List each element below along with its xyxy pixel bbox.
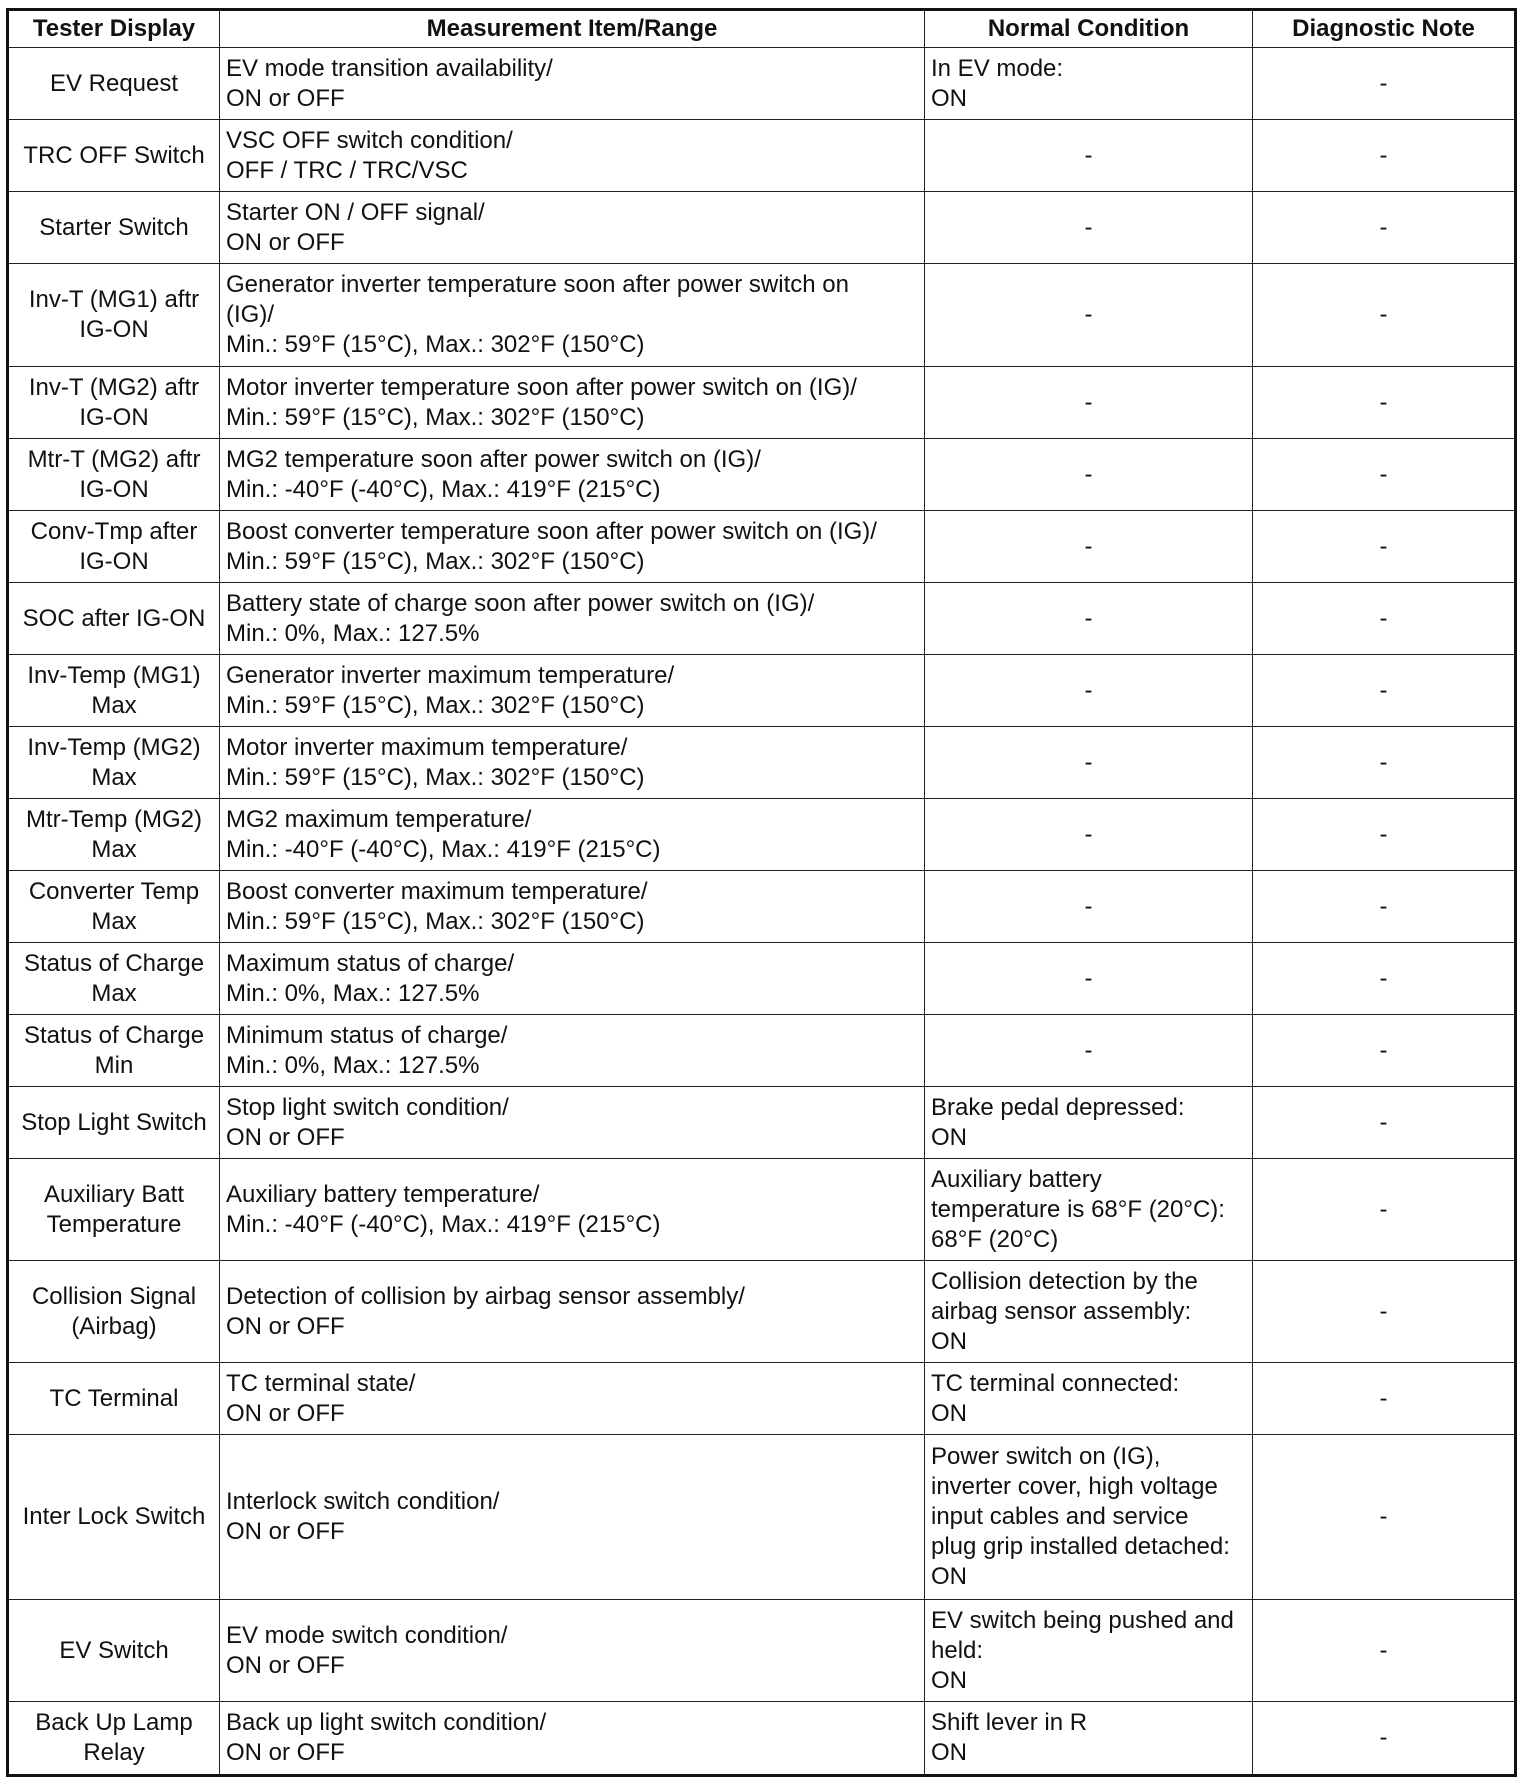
normal-condition-cell [925, 799, 1253, 871]
normal-condition-cell [925, 1600, 1253, 1702]
measurement-cell [220, 439, 925, 511]
tester-display-cell [8, 48, 220, 120]
tester-display-cell-line: Auxiliary Batt [43, 1180, 185, 1208]
diagnostic-note-cell: - [1253, 1435, 1516, 1600]
tester-display-cell [8, 1600, 220, 1702]
measurement-cell [220, 655, 925, 727]
measurement-cell [220, 48, 925, 120]
normal-condition-cell-line: airbag sensor assembly: [931, 1297, 1192, 1325]
tester-display-cell-line: Inv-Temp (MG1) [27, 661, 201, 689]
tester-display-cell-line: TC Terminal [49, 1384, 179, 1412]
table-row [8, 1600, 1516, 1702]
measurement-cell-line: Min.: -40°F (-40°C), Max.: 419°F (215°C) [226, 835, 661, 863]
tester-display-cell [8, 367, 220, 439]
tester-display-cell [8, 1087, 220, 1159]
normal-condition-cell-line: plug grip installed detached: [931, 1533, 1230, 1560]
header-diagnostic-note: Diagnostic Note [1253, 10, 1516, 48]
measurement-cell-line: Min.: 59°F (15°C), Max.: 302°F (150°C) [226, 403, 645, 431]
normal-condition-cell-line: input cables and service [931, 1503, 1189, 1530]
tester-display-cell [8, 871, 220, 943]
measurement-cell [220, 192, 925, 264]
diagnostic-note-cell: - [1253, 1261, 1516, 1363]
normal-condition-cell-line: - [1084, 748, 1093, 776]
tester-display-cell-line: IG-ON [79, 547, 149, 575]
table-row [8, 264, 1516, 367]
tester-display-cell-line: Collision Signal [31, 1282, 197, 1310]
measurement-cell-line: Generator inverter temperature soon after power switch on [226, 271, 849, 298]
normal-condition-cell [925, 48, 1253, 120]
measurement-cell [220, 1600, 925, 1702]
tester-display-cell-line: Max [91, 691, 137, 719]
measurement-cell-line: Boost converter maximum temperature/ [226, 877, 648, 905]
tester-display-cell-line: Back Up Lamp [35, 1709, 193, 1736]
normal-condition-cell-line: - [1084, 388, 1093, 416]
measurement-cell [220, 943, 925, 1015]
normal-condition-cell-line: - [1084, 964, 1093, 992]
measurement-cell-line: Motor inverter maximum temperature/ [226, 733, 628, 761]
measurement-cell-line: Min.: 59°F (15°C), Max.: 302°F (150°C) [226, 907, 645, 935]
normal-condition-cell-line: - [1084, 676, 1093, 704]
tester-display-cell-line: EV Switch [59, 1636, 169, 1664]
tester-display-cell-line: Status of Charge [23, 949, 205, 977]
measurement-cell-line: MG2 temperature soon after power switch on (IG)/ [226, 445, 761, 473]
measurement-cell [220, 1435, 925, 1600]
diagnostic-note-cell: - [1253, 583, 1516, 655]
normal-condition-cell-line: - [1084, 1036, 1093, 1064]
tester-display-cell [8, 1363, 220, 1435]
measurement-cell [220, 511, 925, 583]
normal-condition-cell [925, 1702, 1253, 1776]
measurement-cell-line: Min.: 59°F (15°C), Max.: 302°F (150°C) [226, 691, 645, 719]
normal-condition-cell-line: - [1084, 213, 1093, 241]
measurement-cell [220, 1702, 925, 1776]
normal-condition-cell [925, 583, 1253, 655]
normal-condition-cell [925, 943, 1253, 1015]
measurement-cell-line: EV mode switch condition/ [226, 1621, 508, 1649]
header-normal-condition: Normal Condition [925, 10, 1253, 48]
measurement-cell-line: ON or OFF [226, 1739, 345, 1766]
tester-display-cell [8, 799, 220, 871]
tester-display-cell-line: Inv-T (MG1) aftr [28, 286, 200, 313]
tester-display-cell-line: IG-ON [79, 475, 149, 503]
tester-display-cell-line: SOC after IG-ON [22, 604, 206, 632]
normal-condition-cell [925, 871, 1253, 943]
diagnostic-note-cell: - [1253, 48, 1516, 120]
measurement-cell [220, 264, 925, 367]
measurement-cell-line: Minimum status of charge/ [226, 1021, 508, 1049]
measurement-cell-line: Auxiliary battery temperature/ [226, 1180, 540, 1208]
measurement-cell-line: Maximum status of charge/ [226, 949, 515, 977]
measurement-cell-line: Starter ON / OFF signal/ [226, 198, 485, 226]
table-body [8, 48, 1516, 1776]
measurement-cell-line: Min.: 59°F (15°C), Max.: 302°F (150°C) [226, 547, 645, 575]
diagnostic-note-cell: - [1253, 1702, 1516, 1776]
table-row [8, 120, 1516, 192]
tester-display-cell-line: EV Request [49, 69, 179, 97]
measurement-cell-line: Min.: 59°F (15°C), Max.: 302°F (150°C) [226, 763, 645, 791]
measurement-cell-line: EV mode transition availability/ [226, 54, 553, 82]
tester-display-cell [8, 192, 220, 264]
tester-display-cell [8, 1261, 220, 1363]
tester-display-cell-line: Max [91, 979, 137, 1007]
tester-display-cell-line: Inv-T (MG2) aftr [28, 373, 200, 401]
measurement-cell [220, 1363, 925, 1435]
measurement-cell-line: Boost converter temperature soon after power switch on (IG)/ [226, 517, 877, 545]
tester-display-cell [8, 1435, 220, 1600]
tester-display-cell [8, 727, 220, 799]
normal-condition-cell [925, 655, 1253, 727]
tester-display-cell [8, 1015, 220, 1087]
diagnostic-note-cell: - [1253, 727, 1516, 799]
normal-condition-cell-line: EV switch being pushed and [931, 1606, 1234, 1634]
normal-condition-cell-line: ON [931, 1327, 967, 1355]
measurement-cell [220, 871, 925, 943]
normal-condition-cell-line: 68°F (20°C) [931, 1225, 1059, 1253]
measurement-cell-line: Min.: 0%, Max.: 127.5% [226, 1051, 480, 1079]
tester-display-cell-line: Max [91, 763, 137, 791]
measurement-cell-line: Interlock switch condition/ [226, 1488, 500, 1515]
normal-condition-cell-line: ON [931, 1399, 967, 1427]
normal-condition-cell [925, 192, 1253, 264]
measurement-cell [220, 727, 925, 799]
tester-display-cell-line: Starter Switch [39, 213, 189, 241]
table-row [8, 192, 1516, 264]
normal-condition-cell-line: ON [931, 1739, 967, 1766]
tester-display-cell-line: IG-ON [79, 403, 149, 431]
measurement-cell [220, 120, 925, 192]
tester-display-cell-line: Min [94, 1051, 134, 1079]
tester-display-cell [8, 583, 220, 655]
normal-condition-cell-line: Shift lever in R [931, 1709, 1088, 1736]
tester-display-cell-line: Max [91, 907, 137, 935]
table-row [8, 655, 1516, 727]
measurement-cell-line: (IG)/ [226, 301, 274, 328]
diagnostic-note-cell: - [1253, 264, 1516, 367]
tester-display-cell [8, 1702, 220, 1776]
normal-condition-cell [925, 1087, 1253, 1159]
measurement-cell-line: Min.: 59°F (15°C), Max.: 302°F (150°C) [226, 331, 645, 358]
table-row [8, 871, 1516, 943]
normal-condition-cell [925, 1015, 1253, 1087]
tester-display-cell-line: TRC OFF Switch [23, 141, 205, 169]
header-measurement-item-range: Measurement Item/Range [220, 10, 925, 48]
measurement-cell [220, 367, 925, 439]
measurement-cell-line: VSC OFF switch condition/ [226, 126, 513, 154]
normal-condition-cell-line: inverter cover, high voltage [931, 1473, 1218, 1500]
measurement-cell-line: Min.: -40°F (-40°C), Max.: 419°F (215°C) [226, 1210, 661, 1238]
diagnostic-note-cell: - [1253, 439, 1516, 511]
tester-display-cell-line: IG-ON [79, 316, 149, 343]
normal-condition-cell-line: Auxiliary battery [931, 1165, 1102, 1193]
normal-condition-cell-line: ON [931, 1563, 967, 1590]
table-row [8, 583, 1516, 655]
tester-display-cell [8, 439, 220, 511]
normal-condition-cell-line: ON [931, 1123, 967, 1151]
diagnostic-note-cell: - [1253, 192, 1516, 264]
tester-display-cell [8, 1159, 220, 1261]
normal-condition-cell-line: - [1084, 604, 1093, 632]
table-row [8, 1015, 1516, 1087]
measurement-cell-line: TC terminal state/ [226, 1369, 416, 1397]
diagnostic-note-cell: - [1253, 367, 1516, 439]
measurement-cell-line: ON or OFF [226, 1312, 345, 1340]
measurement-cell [220, 1261, 925, 1363]
normal-condition-cell-line: ON [931, 1666, 967, 1694]
normal-condition-cell [925, 727, 1253, 799]
table-row [8, 1261, 1516, 1363]
measurement-cell-line: Generator inverter maximum temperature/ [226, 661, 675, 689]
tester-display-cell [8, 943, 220, 1015]
tester-display-cell-line: Mtr-T (MG2) aftr [27, 445, 201, 473]
diagnostic-data-table [6, 8, 1517, 1777]
normal-condition-cell [925, 120, 1253, 192]
diagnostic-note-cell: - [1253, 120, 1516, 192]
diagnostic-note-cell: - [1253, 1015, 1516, 1087]
diagnostic-note-cell: - [1253, 799, 1516, 871]
normal-condition-cell-line: ON [931, 84, 967, 112]
header-row [8, 10, 1516, 48]
normal-condition-cell [925, 439, 1253, 511]
tester-display-cell-line: Status of Charge [23, 1021, 205, 1049]
tester-display-cell-line: Mtr-Temp (MG2) [26, 805, 202, 833]
diagnostic-note-cell: - [1253, 1159, 1516, 1261]
tester-display-cell [8, 511, 220, 583]
tester-display-cell [8, 120, 220, 192]
normal-condition-cell [925, 1159, 1253, 1261]
diagnostic-note-cell: - [1253, 511, 1516, 583]
measurement-cell-line: OFF / TRC / TRC/VSC [226, 156, 468, 184]
normal-condition-cell [925, 1435, 1253, 1600]
normal-condition-cell-line: Collision detection by the [931, 1267, 1198, 1295]
normal-condition-cell-line: - [1084, 141, 1093, 169]
measurement-cell-line: ON or OFF [226, 1651, 345, 1679]
normal-condition-cell [925, 511, 1253, 583]
diagnostic-note-cell: - [1253, 655, 1516, 727]
measurement-cell-line: ON or OFF [226, 84, 345, 112]
table-row [8, 1435, 1516, 1600]
tester-display-cell-line: Stop Light Switch [21, 1108, 207, 1136]
measurement-cell-line: Min.: 0%, Max.: 127.5% [226, 619, 480, 647]
measurement-cell [220, 799, 925, 871]
diagnostic-note-cell: - [1253, 943, 1516, 1015]
tester-display-cell-line: Max [91, 835, 137, 863]
measurement-cell-line: Back up light switch condition/ [226, 1709, 547, 1736]
measurement-cell-line: Stop light switch condition/ [226, 1093, 509, 1121]
diagnostic-note-cell: - [1253, 1600, 1516, 1702]
measurement-cell-line: Min.: -40°F (-40°C), Max.: 419°F (215°C) [226, 475, 661, 503]
tester-display-cell-line: Inv-Temp (MG2) [27, 733, 201, 761]
normal-condition-cell-line: - [1084, 460, 1093, 488]
normal-condition-cell-line: - [1084, 301, 1093, 328]
measurement-cell [220, 583, 925, 655]
diagnostic-note-cell: - [1253, 1363, 1516, 1435]
normal-condition-cell [925, 367, 1253, 439]
normal-condition-cell-line: Brake pedal depressed: [931, 1093, 1185, 1121]
table-row [8, 439, 1516, 511]
table-row [8, 943, 1516, 1015]
measurement-cell-line: MG2 maximum temperature/ [226, 805, 532, 833]
tester-display-cell-line: (Airbag) [71, 1312, 157, 1340]
measurement-cell-line: Motor inverter temperature soon after power switch on (IG)/ [226, 373, 857, 401]
measurement-cell-line: Battery state of charge soon after power switch on (IG)/ [226, 589, 815, 617]
diagnostic-note-cell: - [1253, 1087, 1516, 1159]
measurement-cell [220, 1087, 925, 1159]
measurement-cell-line: ON or OFF [226, 1123, 345, 1151]
normal-condition-cell [925, 264, 1253, 367]
normal-condition-cell-line: In EV mode: [931, 54, 1064, 82]
table-row [8, 1702, 1516, 1776]
tester-display-cell-line: Temperature [46, 1210, 182, 1238]
normal-condition-cell-line: held: [931, 1636, 984, 1664]
table-row [8, 727, 1516, 799]
tester-display-cell [8, 264, 220, 367]
measurement-cell [220, 1159, 925, 1261]
normal-condition-cell-line: temperature is 68°F (20°C): [931, 1195, 1225, 1223]
measurement-cell-line: ON or OFF [226, 1518, 345, 1545]
normal-condition-cell [925, 1261, 1253, 1363]
normal-condition-cell-line: - [1084, 820, 1093, 848]
normal-condition-cell-line: - [1084, 892, 1093, 920]
table-row [8, 511, 1516, 583]
measurement-cell-line: Detection of collision by airbag sensor assembly/ [226, 1282, 745, 1310]
header-tester-display: Tester Display [8, 10, 220, 48]
tester-display-cell [8, 655, 220, 727]
measurement-cell-line: Min.: 0%, Max.: 127.5% [226, 979, 480, 1007]
tester-display-cell-line: Inter Lock Switch [22, 1503, 206, 1530]
normal-condition-cell-line: - [1084, 532, 1093, 560]
tester-display-cell-line: Relay [83, 1739, 145, 1766]
table-row [8, 799, 1516, 871]
table-row [8, 1363, 1516, 1435]
table-row [8, 367, 1516, 439]
table-row [8, 48, 1516, 120]
tester-display-cell-line: Converter Temp [28, 877, 200, 905]
normal-condition-cell-line: Power switch on (IG), [931, 1443, 1161, 1470]
table-row [8, 1087, 1516, 1159]
measurement-cell-line: ON or OFF [226, 1399, 345, 1427]
normal-condition-cell [925, 1363, 1253, 1435]
normal-condition-cell-line: TC terminal connected: [931, 1369, 1180, 1397]
measurement-cell [220, 1015, 925, 1087]
measurement-cell-line: ON or OFF [226, 228, 345, 256]
table-row [8, 1159, 1516, 1261]
tester-display-cell-line: Conv-Tmp after [30, 517, 198, 545]
diagnostic-note-cell: - [1253, 871, 1516, 943]
